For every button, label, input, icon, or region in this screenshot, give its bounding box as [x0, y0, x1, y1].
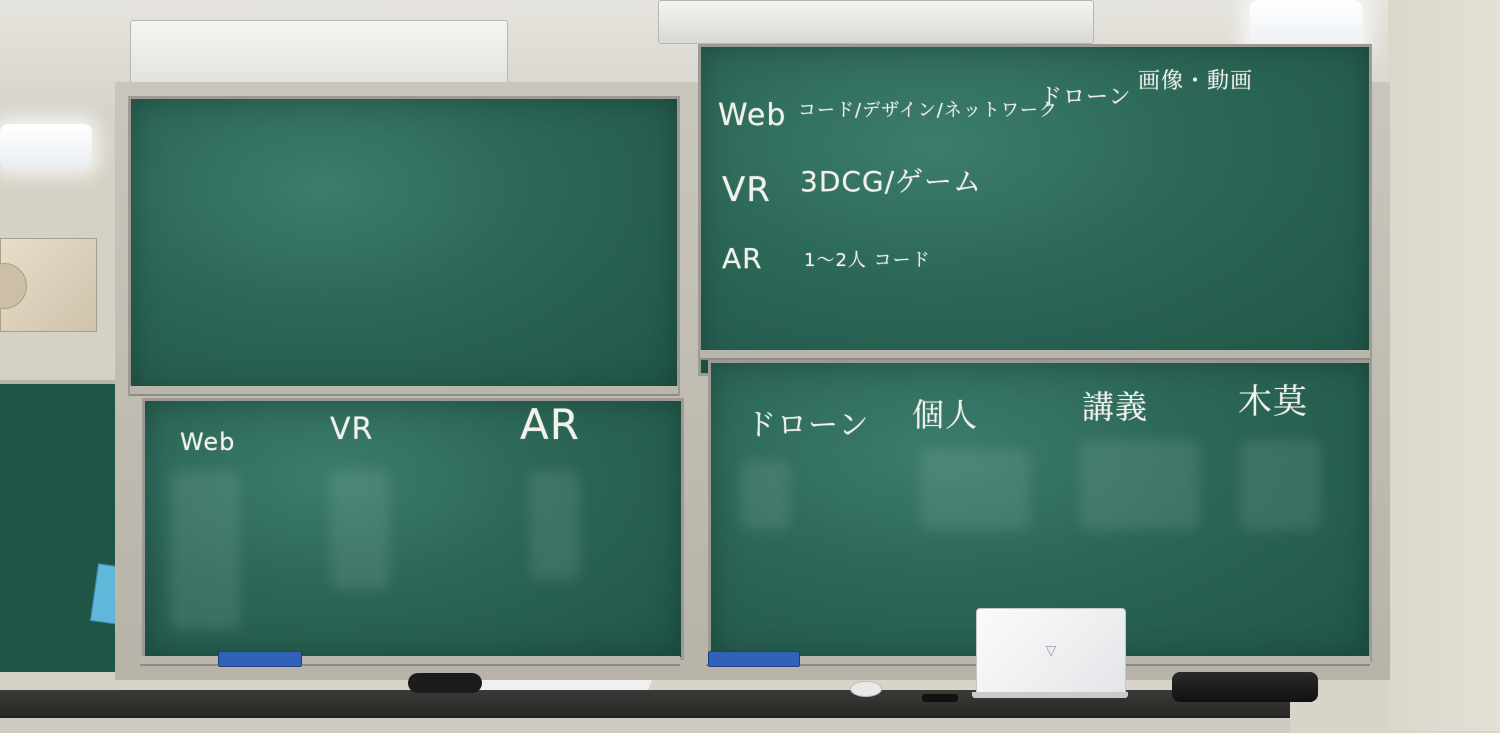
black-pouch: [408, 673, 482, 693]
chalk-header-individual: 個人: [912, 396, 979, 434]
blurred-writing: [1240, 440, 1320, 530]
laptop-base: [972, 692, 1128, 698]
side-chalkboard: [0, 380, 120, 672]
ceiling-fixture-center: [658, 0, 1094, 44]
chalk-ar-detail: 1〜2人 コード: [804, 250, 931, 271]
blurred-writing: [170, 470, 240, 630]
blurred-writing: [330, 470, 390, 590]
remote-control: [922, 694, 958, 702]
blurred-writing: [530, 470, 580, 580]
chalk-drone: ドローン: [1040, 85, 1132, 110]
chalk-topic-vr: VR: [722, 170, 771, 210]
laptop-lid: [976, 608, 1126, 698]
chalk-topic-web: Web: [718, 98, 787, 133]
chalk-ledge-upper-left: [130, 386, 678, 396]
chalk-image-video: 画像・動画: [1138, 69, 1254, 94]
desk-front-panel: [0, 716, 1290, 733]
ceiling-light-left: [0, 124, 92, 168]
chalk-ledge-upper-right: [700, 350, 1370, 360]
chalk-header-ar: AR: [520, 400, 580, 449]
right-wall: [1388, 0, 1500, 731]
chalk-web-detail: コード/デザイン/ネットワーク: [798, 100, 1058, 121]
chalkboard-upper-left: [128, 96, 680, 396]
eraser-right: [708, 651, 800, 667]
chalk-header-scale: 木莫: [1238, 382, 1308, 422]
chalk-topic-ar: AR: [722, 242, 763, 275]
blurred-writing: [1080, 440, 1200, 530]
wall-speaker: [0, 238, 97, 332]
computer-mouse: [850, 681, 882, 697]
blurred-writing: [740, 460, 790, 530]
papers-on-desk: [478, 680, 652, 690]
chalk-vr-detail: 3DCG/ゲーム: [800, 165, 983, 198]
black-bag: [1172, 672, 1318, 702]
eraser-left: [218, 651, 302, 667]
chalk-header-web: Web: [180, 428, 236, 456]
laptop-logo-icon: ▽: [1045, 643, 1057, 659]
chalk-header-drone: ドローン: [746, 408, 870, 443]
chalkboard-upper-right: [698, 44, 1372, 376]
chalk-header-vr: VR: [330, 412, 374, 447]
chalk-header-lecture: 講義: [1082, 388, 1149, 426]
blurred-writing: [920, 450, 1030, 530]
speaker-grille: [0, 263, 27, 309]
